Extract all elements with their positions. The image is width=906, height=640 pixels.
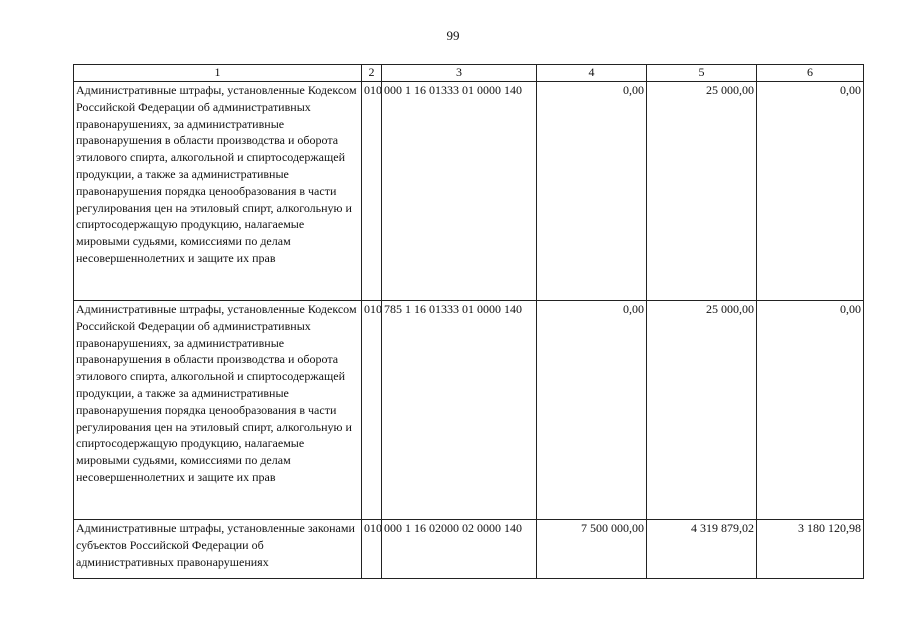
row-description: Административные штрафы, установленные законами субъектов Российской Федерации об административных правонарушениях (74, 520, 362, 579)
row-value-col6: 3 180 120,98 (757, 520, 864, 579)
header-col-6: 6 (757, 65, 864, 82)
budget-table (73, 64, 864, 579)
table-row (74, 520, 864, 579)
row-group-code: 010 (362, 82, 382, 301)
row-group-code: 010 (362, 301, 382, 520)
row-value-col4: 0,00 (537, 82, 647, 301)
row-budget-code: 785 1 16 01333 01 0000 140 (382, 301, 537, 520)
table-row (74, 301, 864, 520)
row-value-col4: 7 500 000,00 (537, 520, 647, 579)
row-budget-code: 000 1 16 01333 01 0000 140 (382, 82, 537, 301)
table-row (74, 82, 864, 301)
row-value-col5: 25 000,00 (647, 82, 757, 301)
header-col-4: 4 (537, 65, 647, 82)
row-value-col6: 0,00 (757, 301, 864, 520)
header-col-3: 3 (382, 65, 537, 82)
row-group-code: 010 (362, 520, 382, 579)
row-value-col5: 25 000,00 (647, 301, 757, 520)
row-description: Административные штрафы, установленные Кодексом Российской Федерации об административных правонарушениях, за административные правонарушения в области производства и оборота этилового спирта, алкогольной и спиртосодержащей продукции, а также за административные правонарушения порядка ценообразования в части регулирования цен на этиловый спирт, алкогольную и спиртосодержащую продукцию, налагаемые мировыми судьями, комиссиями по делам несовершеннолетних и защите их прав (74, 301, 362, 520)
header-col-2: 2 (362, 65, 382, 82)
row-value-col6: 0,00 (757, 82, 864, 301)
table-header-row (74, 65, 864, 82)
row-budget-code: 000 1 16 02000 02 0000 140 (382, 520, 537, 579)
header-col-1: 1 (74, 65, 362, 82)
row-value-col4: 0,00 (537, 301, 647, 520)
header-col-5: 5 (647, 65, 757, 82)
page-number: 99 (446, 28, 460, 43)
row-description: Административные штрафы, установленные Кодексом Российской Федерации об административных правонарушениях, за административные правонарушения в области производства и оборота этилового спирта, алкогольной и спиртосодержащей продукции, а также за административные правонарушения порядка ценообразования в части регулирования цен на этиловый спирт, алкогольную и спиртосодержащую продукцию, налагаемые мировыми судьями, комиссиями по делам несовершеннолетних и защите их прав (74, 82, 362, 301)
row-value-col5: 4 319 879,02 (647, 520, 757, 579)
